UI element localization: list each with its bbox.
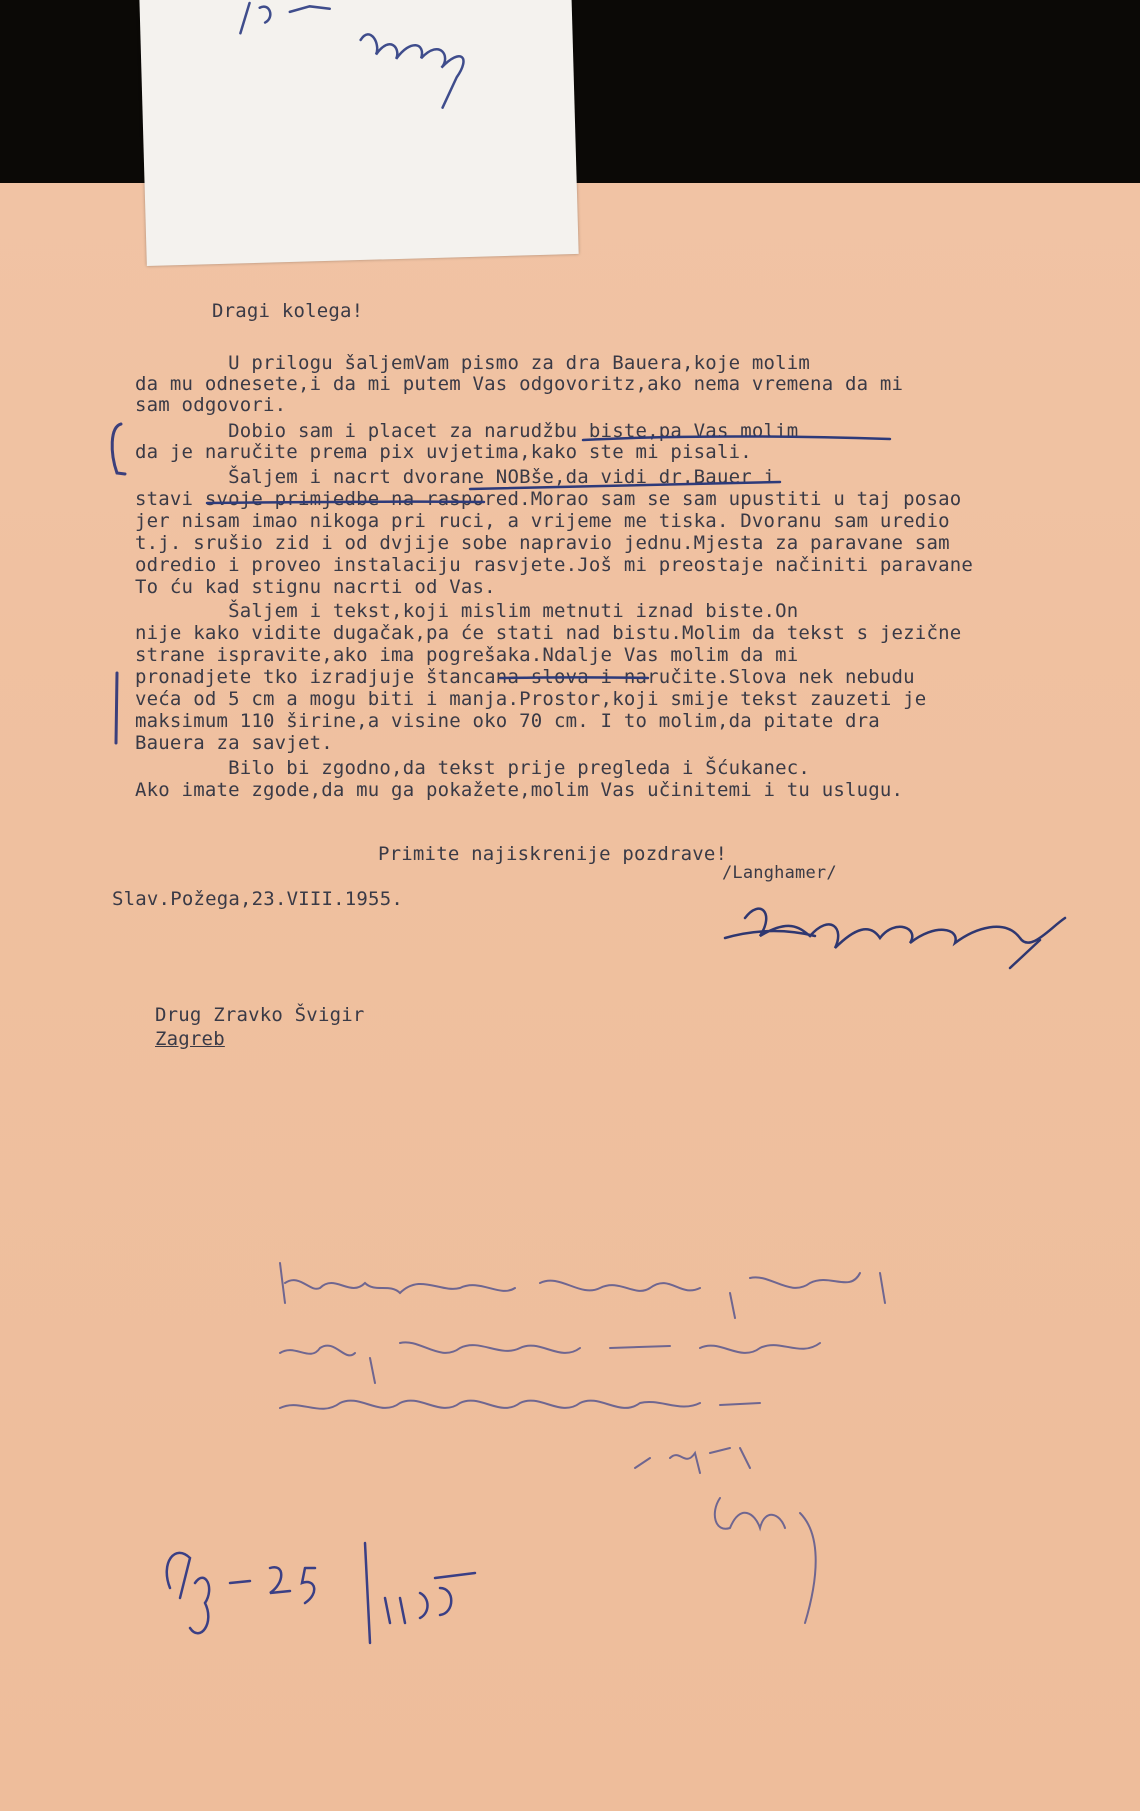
note-handwriting	[139, 0, 578, 266]
body-line: stavi svoje primjedbe na raspored.Morao sam se sam upustiti u taj posao	[135, 488, 962, 510]
place-date: Slav.Požega,23.VIII.1955.	[112, 888, 403, 910]
body-line: To ću kad stignu nacrti od Vas.	[135, 576, 496, 598]
body-line: pronadjete tko izradjuje štancana slova i naručite.Slova nek nebudu	[135, 666, 915, 688]
body-line: Bauera za savjet.	[135, 732, 333, 754]
body-line: U prilogu šaljemVam pismo za dra Bauera,koje molim	[135, 352, 811, 374]
body-line: odredio i proveo instalaciju rasvjete.Još mi preostaje načiniti paravane	[135, 554, 974, 576]
body-line: maksimum 110 širine,a visine oko 70 cm. I to molim,da pitate dra	[135, 710, 880, 732]
body-line: da mu odnesete,i da mi putem Vas odgovoritz,ako nema vremena da mi	[135, 373, 904, 395]
body-line: Dobio sam i placet za narudžbu biste,pa Vas molim	[135, 420, 799, 442]
body-line: Šaljem i tekst,koji mislim metnuti iznad biste.On	[135, 600, 799, 622]
salutation: Dragi kolega!	[212, 300, 364, 322]
recipient-name: Drug Zravko Švigir	[155, 1004, 365, 1026]
body-line: strane ispravite,ako ima pogrešaka.Ndalje Vas molim da mi	[135, 644, 799, 666]
letter-paper	[0, 183, 1140, 1811]
body-line: Bilo bi zgodno,da tekst prije pregleda i Šćukanec.	[135, 757, 811, 779]
body-line: jer nisam imao nikoga pri ruci, a vrijeme me tiska. Dvoranu sam uredio	[135, 510, 950, 532]
body-line: Ako imate zgode,da mu ga pokažete,molim Vas učinitemi i tu uslugu.	[135, 779, 904, 801]
signature	[720, 858, 1070, 968]
closing: Primite najiskrenije pozdrave!	[378, 843, 728, 865]
signer-name: /Langhamer/	[722, 863, 837, 883]
recipient-city: Zagreb	[155, 1028, 225, 1050]
body-line: sam odgovori.	[135, 394, 287, 416]
body-line: t.j. srušio zid i od dvjije sobe napravio jednu.Mjesta za paravane sam	[135, 532, 950, 554]
body-line: Šaljem i nacrt dvorane NOBše,da vidi dr.Bauer i	[135, 466, 776, 488]
body-line: nije kako vidite dugačak,pa će stati nad bistu.Molim da tekst s jezične	[135, 622, 962, 644]
body-line: da je naručite prema pix uvjetima,kako ste mi pisali.	[135, 441, 752, 463]
pencil-annotation	[260, 1243, 960, 1673]
body-line: veća od 5 cm a mogu biti i manja.Prostor,koji smije tekst zauzeti je	[135, 688, 927, 710]
note-slip	[139, 0, 578, 266]
